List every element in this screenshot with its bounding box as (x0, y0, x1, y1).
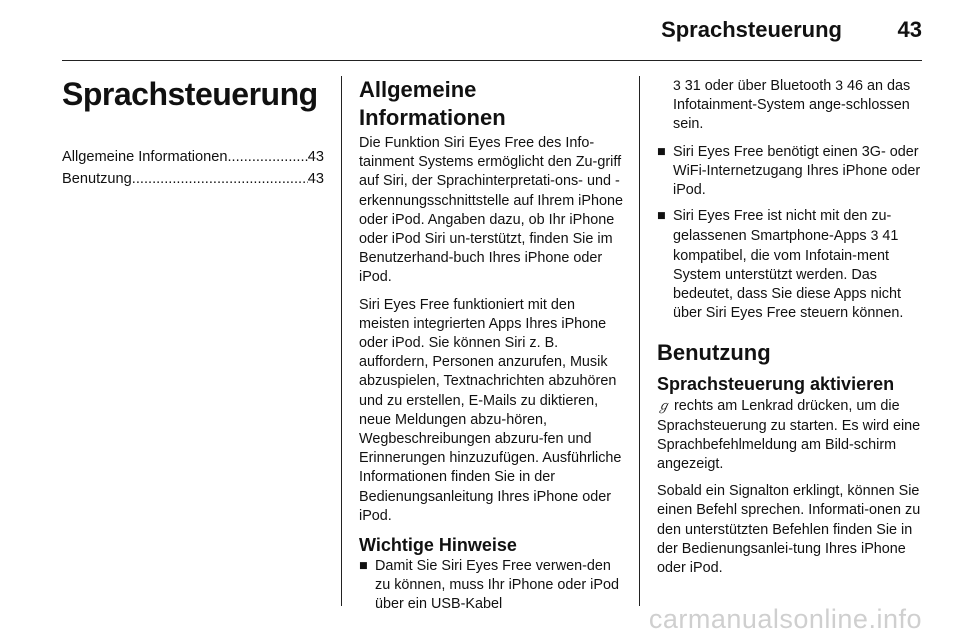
paragraph-text: rechts am Lenkrad drücken, um die Sprachsteuerung zu starten. Es wird eine Sprachbefehlmeldung am Bild-schirm angezeigt. (657, 398, 921, 473)
voice-control-icon: ℊ (657, 398, 671, 414)
toc-entry[interactable] (62, 146, 324, 168)
toc-column (62, 76, 324, 190)
bullet-text: Damit Sie Siri Eyes Free verwen-den zu können, muss Ihr iPhone oder iPod über ein USB-Kabel (375, 558, 619, 613)
bullet-item (359, 557, 623, 615)
header-title: Sprachsteuerung (661, 17, 842, 42)
section-heading-general-info: Allgemeine Informationen (359, 77, 506, 130)
toc-entry-label: Allgemeine Informationen (62, 149, 228, 165)
paragraph: Siri Eyes Free funktioniert mit den meisten integrierten Apps Ihres iPhone oder iPod. Sie können Siri z. B. auffordern, Personen anzurufen, Musik abzuspielen, Textnachrichten abzuhören und zu erstellen, E-Mails zu diktieren, neue Meldungen abzu-hören, Wegbeschreibungen abzuru-fen und Erinnerungen hinzuzufügen. Ausführliche Informationen finden Sie in der Bedienungsanleitung Ihres iPhone oder iPod. (359, 296, 622, 524)
bullet-item (657, 143, 922, 201)
chapter-title: Sprachsteuerung (62, 76, 318, 112)
bullet-text: 46 an das Infotainment-System ange-schlossen sein. (673, 78, 911, 133)
subheading-activate-voice: Sprachsteuerung aktivieren (657, 374, 895, 395)
bullet-square-icon: ■ (657, 143, 666, 160)
bullet-item (657, 207, 922, 323)
reference-arrow-icon: 3 (673, 77, 681, 93)
subheading-important-notes: Wichtige Hinweise (359, 535, 517, 556)
content-column-right (657, 76, 922, 586)
paragraph: Die Funktion Siri Eyes Free des Info-tainment Systems ermöglicht den Zu-griff auf Siri, der Sprachinterpretati-ons- und -erkennungsschnittstelle auf Ihrem iPhone oder iPod. Angaben dazu, ob Ihr iPhone oder iPod Siri un-terstützt, finden Sie im Benutzerhand-buch Ihres iPhone oder iPod. (359, 135, 623, 286)
column-divider-right (639, 76, 640, 606)
bullet-square-icon: ■ (657, 208, 666, 225)
reference-arrow-icon: 3 (835, 77, 844, 93)
toc-entry-page: 43 (307, 171, 324, 187)
bullet-text-part: 41 kompatibel, die vom Infotain-ment System unterstützt werden. Das bedeutet, dass Sie diese Apps nicht über Siri Eyes Free steuern können. (673, 228, 904, 322)
toc-entry-page: 43 (307, 149, 324, 165)
bullet-square-icon: ■ (359, 558, 368, 575)
column-divider-left (341, 76, 342, 606)
bullet-text (673, 207, 922, 323)
content-column-middle (359, 76, 623, 622)
reference-arrow-icon: 3 (870, 227, 879, 244)
paragraph (657, 396, 922, 474)
watermark: carmanualsonline.info (648, 604, 922, 634)
bullet-text: Siri Eyes Free benötigt einen 3G- oder WiFi-Internetzugang Ihres iPhone oder iPod. (673, 143, 921, 199)
bullet-text: 31 oder über Bluetooth (684, 78, 832, 94)
header-rule (62, 60, 922, 61)
toc-entry-label: Benutzung (62, 171, 132, 187)
bullet-continuation (657, 76, 922, 135)
toc-leader-dots (228, 146, 308, 168)
bullet-text-part: Siri Eyes Free ist nicht mit den zu-gelassenen Smartphone-Apps (673, 208, 892, 245)
toc-leader-dots (132, 168, 308, 190)
paragraph: Sobald ein Signalton erklingt, können Sie einen Befehl sprechen. Informati-onen zu den unterstützten Befehlen finden Sie in der Bedienungsanlei-tung Ihres iPhone oder iPod. (657, 483, 921, 577)
page-number: 43 (897, 17, 922, 42)
toc-entry[interactable] (62, 168, 324, 190)
section-heading-usage: Benutzung (657, 340, 771, 366)
